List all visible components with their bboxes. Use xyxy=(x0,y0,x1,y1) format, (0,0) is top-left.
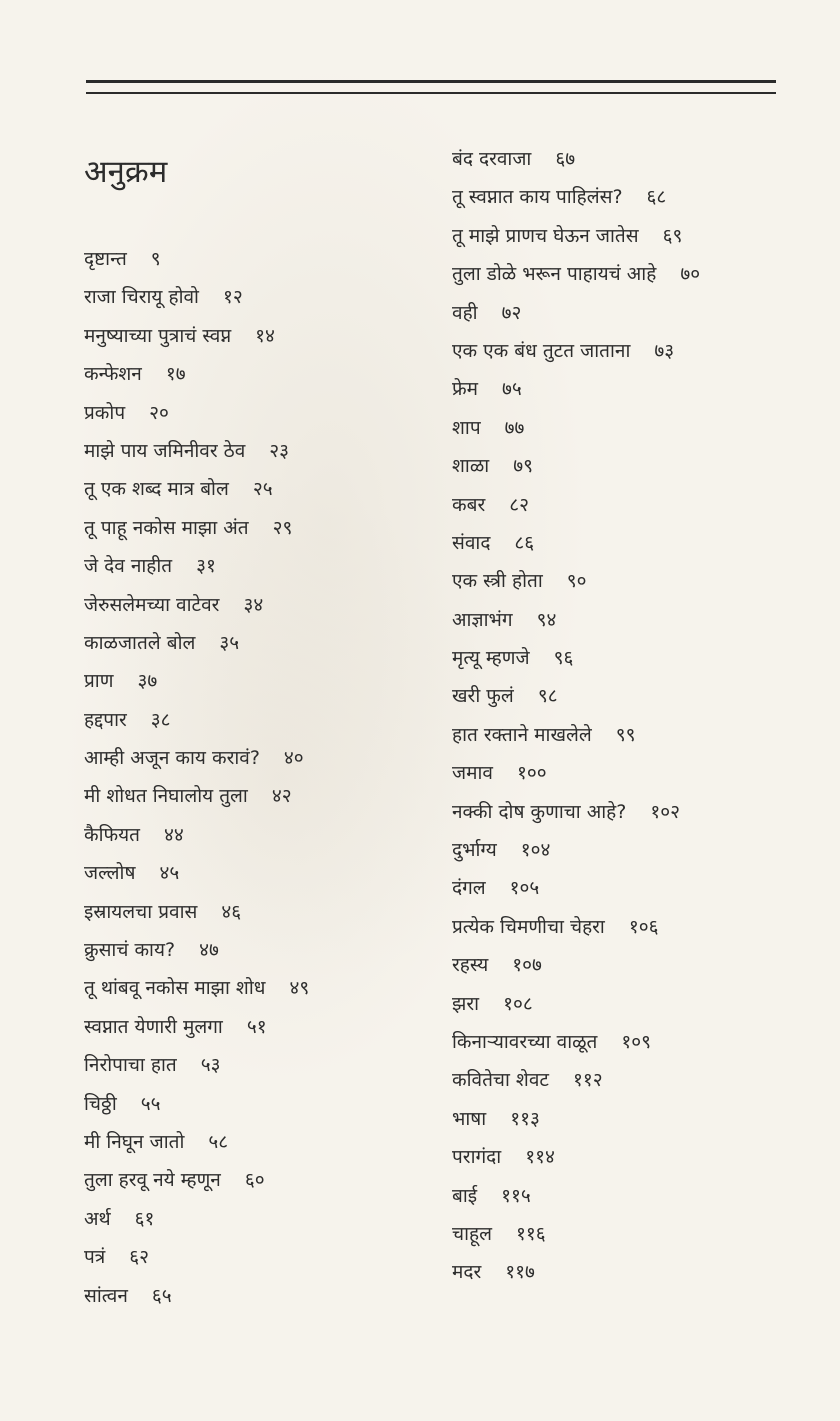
toc-entry xyxy=(452,1257,700,1295)
toc-entry-title: अर्थ xyxy=(84,1207,111,1230)
toc-entry-page-number: ७७ xyxy=(504,416,525,439)
toc-entry xyxy=(84,551,309,589)
toc-entry xyxy=(84,935,309,973)
toc-entry-page-number: ७९ xyxy=(513,455,533,478)
toc-entry-page-number: १०६ xyxy=(628,915,659,938)
toc-entry xyxy=(452,1065,700,1103)
toc-entry-title: मी शोधत निघालोय तुला xyxy=(84,785,248,808)
toc-entry xyxy=(452,374,700,412)
toc-entry-page-number: ६९ xyxy=(662,224,683,247)
toc-entry-page-number: १०७ xyxy=(512,954,542,977)
toc-entry xyxy=(452,912,700,950)
toc-entry xyxy=(84,1012,309,1050)
toc-entry-page-number: ६८ xyxy=(646,186,667,209)
toc-entry-title: बंद दरवाजा xyxy=(452,148,532,170)
toc-entry xyxy=(84,1165,309,1203)
toc-entry-page-number: ९४ xyxy=(536,608,557,631)
toc-entry-title: प्रत्येक चिमणीचा चेहरा xyxy=(452,915,605,938)
toc-entry xyxy=(452,797,700,835)
toc-entry-title: दृष्टान्त xyxy=(84,248,127,270)
toc-entry-title: तू माझे प्राणच घेऊन जातेस xyxy=(452,224,639,247)
toc-entry-page-number: ७५ xyxy=(502,378,522,401)
toc-entry-page-number: ९९ xyxy=(615,723,636,746)
toc-entry-title: खरी फुलं xyxy=(452,685,514,708)
toc-entry-title: तू स्वप्नात काय पाहिलंस? xyxy=(452,186,623,209)
toc-entry-page-number: ९६ xyxy=(553,647,574,670)
toc-entry-title: जल्लोष xyxy=(84,862,136,885)
toc-entry xyxy=(84,1242,309,1280)
toc-entry-page-number: ९ xyxy=(150,248,161,270)
toc-entry xyxy=(452,413,700,451)
toc-entry-title: कबर xyxy=(452,493,486,516)
toc-entry xyxy=(452,1104,700,1142)
toc-entry-title: तू एक शब्द मात्र बोल xyxy=(84,478,229,501)
toc-entry-page-number: ६० xyxy=(244,1169,265,1192)
toc-entry-page-number: ४९ xyxy=(289,977,310,1000)
toc-entry-title: तू पाहू नकोस माझा अंत xyxy=(84,516,249,539)
toc-entry-page-number: १०५ xyxy=(509,877,540,900)
toc-entry-page-number: २० xyxy=(149,401,169,424)
toc-entry-title: परागंदा xyxy=(452,1146,502,1169)
toc-entry-title: क्रुसाचं काय? xyxy=(84,939,176,962)
toc-entry xyxy=(84,1127,309,1165)
toc-entry xyxy=(452,144,700,182)
toc-entry-page-number: ७० xyxy=(680,263,701,286)
toc-entry-page-number: ४६ xyxy=(221,900,242,923)
toc-entry-title: जे देव नाहीत xyxy=(84,555,173,578)
toc-entry xyxy=(452,720,700,758)
toc-entry-title: राजा चिरायू होवो xyxy=(84,286,199,309)
toc-entry-page-number: २९ xyxy=(272,516,293,539)
toc-entry-title: जमाव xyxy=(452,762,493,785)
toc-entry-page-number: ४५ xyxy=(159,862,180,885)
toc-entry xyxy=(84,321,309,359)
toc-entry-title: मी निघून जातो xyxy=(84,1130,185,1153)
toc-entry xyxy=(452,336,700,374)
toc-entry-title: तुला हरवू नये म्हणून xyxy=(84,1169,221,1192)
toc-entry xyxy=(452,758,700,796)
toc-entry xyxy=(452,989,700,1027)
toc-entry xyxy=(452,566,700,604)
toc-entry-page-number: ४४ xyxy=(164,823,184,846)
toc-entry xyxy=(84,897,309,935)
toc-entry-page-number: ३५ xyxy=(219,631,240,654)
toc-entry xyxy=(84,474,309,512)
toc-entry xyxy=(84,282,309,320)
toc-entry-title: स्वप्नात येणारी मुलगा xyxy=(84,1015,223,1038)
toc-entry xyxy=(452,259,700,297)
toc-entry-title: शाप xyxy=(452,416,481,439)
toc-entry xyxy=(452,681,700,719)
toc-entry-page-number: ४० xyxy=(283,747,304,770)
toc-entry-title: हात रक्ताने माखलेले xyxy=(452,723,592,746)
toc-entry-page-number: ६५ xyxy=(151,1284,172,1307)
toc-entry xyxy=(84,973,309,1011)
toc-entry xyxy=(84,590,309,628)
toc-entry-page-number: ५३ xyxy=(200,1054,221,1077)
toc-entry-page-number: १०४ xyxy=(520,839,551,862)
toc-entry-title: आम्ही अजून काय करावं? xyxy=(84,747,260,770)
toc-entry-title: इस्रायलचा प्रवास xyxy=(84,900,198,923)
toc-entry-title: तुला डोळे भरून पाहायचं आहे xyxy=(452,263,657,286)
toc-entry-title: भाषा xyxy=(452,1107,487,1130)
toc-entry-page-number: ११४ xyxy=(525,1146,555,1169)
toc-entry-page-number: ७२ xyxy=(501,301,522,324)
toc-entry xyxy=(452,528,700,566)
toc-entry xyxy=(84,858,309,896)
toc-entry-page-number: ८६ xyxy=(514,531,535,554)
toc-entry-title: हद्दपार xyxy=(84,708,127,731)
toc-entry-page-number: ७३ xyxy=(654,339,675,362)
toc-entry-page-number: ११३ xyxy=(510,1107,540,1130)
toc-entry xyxy=(452,1142,700,1180)
toc-entry xyxy=(84,1089,309,1127)
toc-entry-title: सांत्वन xyxy=(84,1284,128,1307)
toc-entry xyxy=(84,398,309,436)
toc-entry-page-number: २३ xyxy=(269,439,290,462)
toc-entry-title: झरा xyxy=(452,992,480,1015)
toc-entry-page-number: ११२ xyxy=(573,1069,603,1092)
toc-entry-title: तू थांबवू नकोस माझा शोध xyxy=(84,977,266,1000)
toc-entry-page-number: ११५ xyxy=(501,1184,531,1207)
toc-entry-page-number: ६२ xyxy=(129,1246,150,1269)
toc-entry-page-number: ३४ xyxy=(243,593,264,616)
contents-heading: अनुक्रम xyxy=(84,154,168,190)
toc-entry-title: रहस्य xyxy=(452,954,489,977)
toc-entry-title: माझे पाय जमिनीवर ठेव xyxy=(84,439,246,462)
header-rule-thick xyxy=(86,80,776,83)
toc-entry-page-number: १०२ xyxy=(650,800,680,823)
toc-entry-title: किनाऱ्यावरच्या वाळूत xyxy=(452,1030,598,1053)
toc-entry-title: शाळा xyxy=(452,455,490,478)
toc-entry-title: कैफियत xyxy=(84,823,141,846)
toc-entry xyxy=(84,1050,309,1088)
toc-entry xyxy=(84,359,309,397)
toc-entry-page-number: १०८ xyxy=(503,992,533,1015)
toc-entry xyxy=(452,1027,700,1065)
toc-entry-page-number: १०९ xyxy=(621,1030,652,1053)
toc-entry-page-number: ३१ xyxy=(196,555,216,578)
contents-left-column xyxy=(84,244,309,1319)
toc-entry-page-number: ३८ xyxy=(150,708,171,731)
toc-entry xyxy=(452,221,700,259)
toc-entry-page-number: ९८ xyxy=(537,685,558,708)
toc-entry-title: मदर xyxy=(452,1261,482,1284)
toc-entry-title: चिठ्ठी xyxy=(84,1092,117,1115)
toc-entry-page-number: ५१ xyxy=(246,1015,267,1038)
toc-entry xyxy=(452,643,700,681)
toc-entry-title: फ्रेम xyxy=(452,378,479,401)
toc-entry xyxy=(84,513,309,551)
toc-entry xyxy=(452,950,700,988)
toc-entry xyxy=(84,628,309,666)
toc-entry-page-number: ५८ xyxy=(208,1130,229,1153)
toc-entry-page-number: ४२ xyxy=(271,785,292,808)
toc-entry xyxy=(84,666,309,704)
toc-entry-title: बाई xyxy=(452,1184,478,1207)
toc-entry xyxy=(84,705,309,743)
toc-entry-title: मृत्यू म्हणजे xyxy=(452,647,530,670)
toc-entry xyxy=(84,781,309,819)
toc-entry-page-number: १०० xyxy=(516,762,547,785)
toc-entry-title: संवाद xyxy=(452,531,491,554)
toc-entry-page-number: ५५ xyxy=(140,1092,161,1115)
toc-entry xyxy=(84,1281,309,1319)
toc-entry-page-number: ६१ xyxy=(134,1207,155,1230)
toc-entry-title: दुर्भाग्य xyxy=(452,839,497,862)
toc-entry-page-number: ११६ xyxy=(515,1222,546,1245)
toc-entry-page-number: ४७ xyxy=(199,939,219,962)
toc-entry-title: दंगल xyxy=(452,877,486,900)
toc-entry-page-number: १२ xyxy=(222,286,243,309)
contents-right-column xyxy=(452,144,700,1296)
toc-entry-page-number: ८२ xyxy=(509,493,529,516)
toc-entry xyxy=(452,873,700,911)
toc-entry-page-number: ९० xyxy=(566,570,587,593)
toc-entry-page-number: १७ xyxy=(165,363,186,386)
toc-entry-title: प्रकोप xyxy=(84,401,126,424)
toc-entry-title: पत्रं xyxy=(84,1246,106,1269)
toc-entry-page-number: २५ xyxy=(252,478,273,501)
toc-entry-title: एक स्त्री होता xyxy=(452,570,543,593)
toc-entry-page-number: ६७ xyxy=(555,148,576,170)
toc-entry xyxy=(452,605,700,643)
header-rule-thin xyxy=(86,92,776,94)
toc-entry-title: निरोपाचा हात xyxy=(84,1054,177,1077)
toc-entry xyxy=(452,298,700,336)
toc-entry-title: जेरुसलेमच्या वाटेवर xyxy=(84,593,220,616)
toc-entry-title: एक एक बंध तुटत जाताना xyxy=(452,339,631,362)
toc-entry-title: प्राण xyxy=(84,670,114,693)
toc-entry-title: वही xyxy=(452,301,478,324)
toc-entry xyxy=(84,436,309,474)
toc-entry-page-number: ३७ xyxy=(137,670,158,693)
toc-entry-title: चाहूल xyxy=(452,1222,492,1245)
toc-entry-page-number: १४ xyxy=(255,324,275,347)
toc-entry xyxy=(452,451,700,489)
toc-entry-page-number: ११७ xyxy=(505,1261,535,1284)
toc-entry-title: नक्की दोष कुणाचा आहे? xyxy=(452,800,627,823)
toc-entry xyxy=(452,182,700,220)
toc-entry-title: आज्ञाभंग xyxy=(452,608,513,631)
toc-entry-title: काळजातले बोल xyxy=(84,631,196,654)
toc-entry-title: कवितेचा शेवट xyxy=(452,1069,549,1092)
toc-entry xyxy=(452,490,700,528)
toc-entry xyxy=(452,1181,700,1219)
toc-entry xyxy=(452,835,700,873)
toc-entry xyxy=(84,820,309,858)
toc-entry xyxy=(452,1219,700,1257)
toc-entry-title: कन्फेशन xyxy=(84,363,142,386)
toc-entry-title: मनुष्याच्या पुत्राचं स्वप्न xyxy=(84,324,232,347)
toc-entry xyxy=(84,743,309,781)
toc-entry xyxy=(84,1204,309,1242)
toc-entry xyxy=(84,244,309,282)
